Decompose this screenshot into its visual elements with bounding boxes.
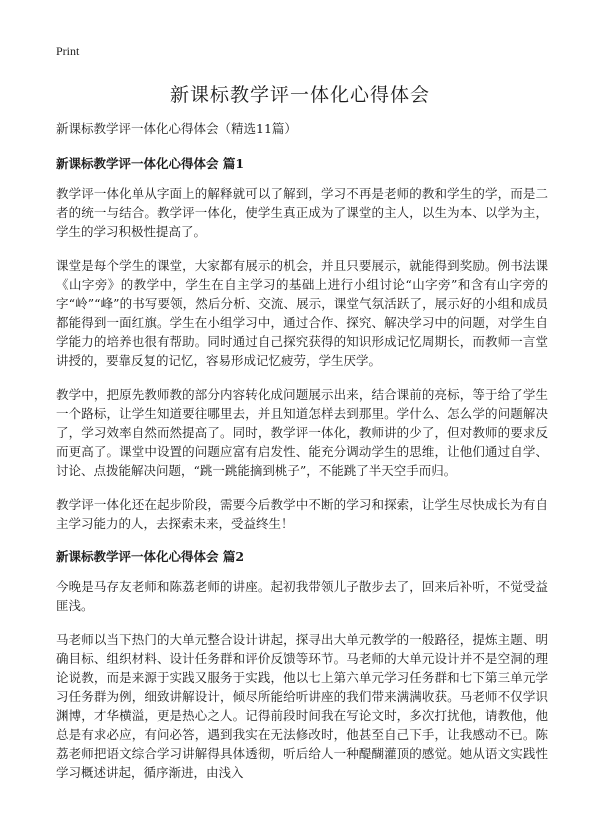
paragraph: 课堂是每个学生的课堂，大家都有展示的机会，并且只要展示，就能得到奖励。例书法课《山字旁》的教学中，学生在自主学习的基础上进行小组讨论“山字旁”和含有山字旁的字“岭”“峰”的书写要领，然后分析、交流、展示，课堂气氛活跃了，展示好的小组和成员都能得到一面红旗。学生在小组学习中，通过合作、探究、解决学习中的问题，对学生自学能力的培养也很有帮助。同时通过自己探究获得的知识形成记忆周期长，而教师一言堂讲授的，要靠反复的记忆，容易形成记忆疲劳，学生厌学。: [56, 258, 548, 368]
paragraph: 教学评一体化单从字面上的解释就可以了解到，学习不再是老师的教和学生的学，而是二者的统一与结合。教学评一体化，使学生真正成为了课堂的主人，以生为本、以学为主，学生的学习积极性提高了。: [56, 186, 548, 239]
section-heading-1: 新课标教学评一体化心得体会 篇1: [56, 156, 245, 171]
print-link[interactable]: Print: [56, 44, 80, 58]
paragraph: 今晚是马存友老师和陈荔老师的讲座。起初我带领儿子散步去了，回来后补听，不觉受益匪浅。: [56, 579, 548, 613]
section-heading-2: 新课标教学评一体化心得体会 篇2: [56, 549, 245, 564]
paragraph: 教学评一体化还在起步阶段，需要今后教学中不断的学习和探索，让学生尽快成长为有自主学习能力的人，去探索未来，受益终生！: [56, 497, 548, 531]
document-subtitle: 新课标教学评一体化心得体会（精选11篇）: [56, 121, 297, 136]
paragraph: 马老师以当下热门的大单元整合设计讲起，探寻出大单元教学的一般路径，提炼主题、明确目标、组织材料、设计任务群和评价反馈等环节。马老师的大单元设计并不是空洞的理论说教，而是来源于实践又服务于实践，他以七上第六单元学习任务群和七下第三单元学习任务群为例，细致讲解设计，倾尽所能给听讲座的我们带来满满收获。马老师不仅学识渊博，才华横溢，更是热心之人。记得前段时间我在写论文时，多次打扰他，请教他，他总是有求必应，有问必答，遇到我实在无法修改时，他甚至自己下手，让我感动不已。陈荔老师把语文综合学习讲解得具体透彻，听后给人一种醍醐灌顶的感觉。她从语文实践性学习概述讲起，循序渐进，由浅入: [56, 632, 548, 780]
document-title: 新课标教学评一体化心得体会: [169, 84, 430, 106]
paragraph: 教学中，把原先教师教的部分内容转化成问题展示出来，结合课前的亮标，等于给了学生一个路标，让学生知道要往哪里去，并且知道怎样去到那里。学什么、怎么学的问题解决了，学习效率自然而然提高了。同时，教学评一体化，教师讲的少了，但对教师的要求反而更高了。课堂中设置的问题应富有启发性、能充分调动学生的思维，让他们通过自学、讨论、点拨能解决问题，“跳一跳能摘到桃子”，不能跳了半天空手而归。: [56, 387, 548, 478]
document-content: [56, 120, 548, 797]
